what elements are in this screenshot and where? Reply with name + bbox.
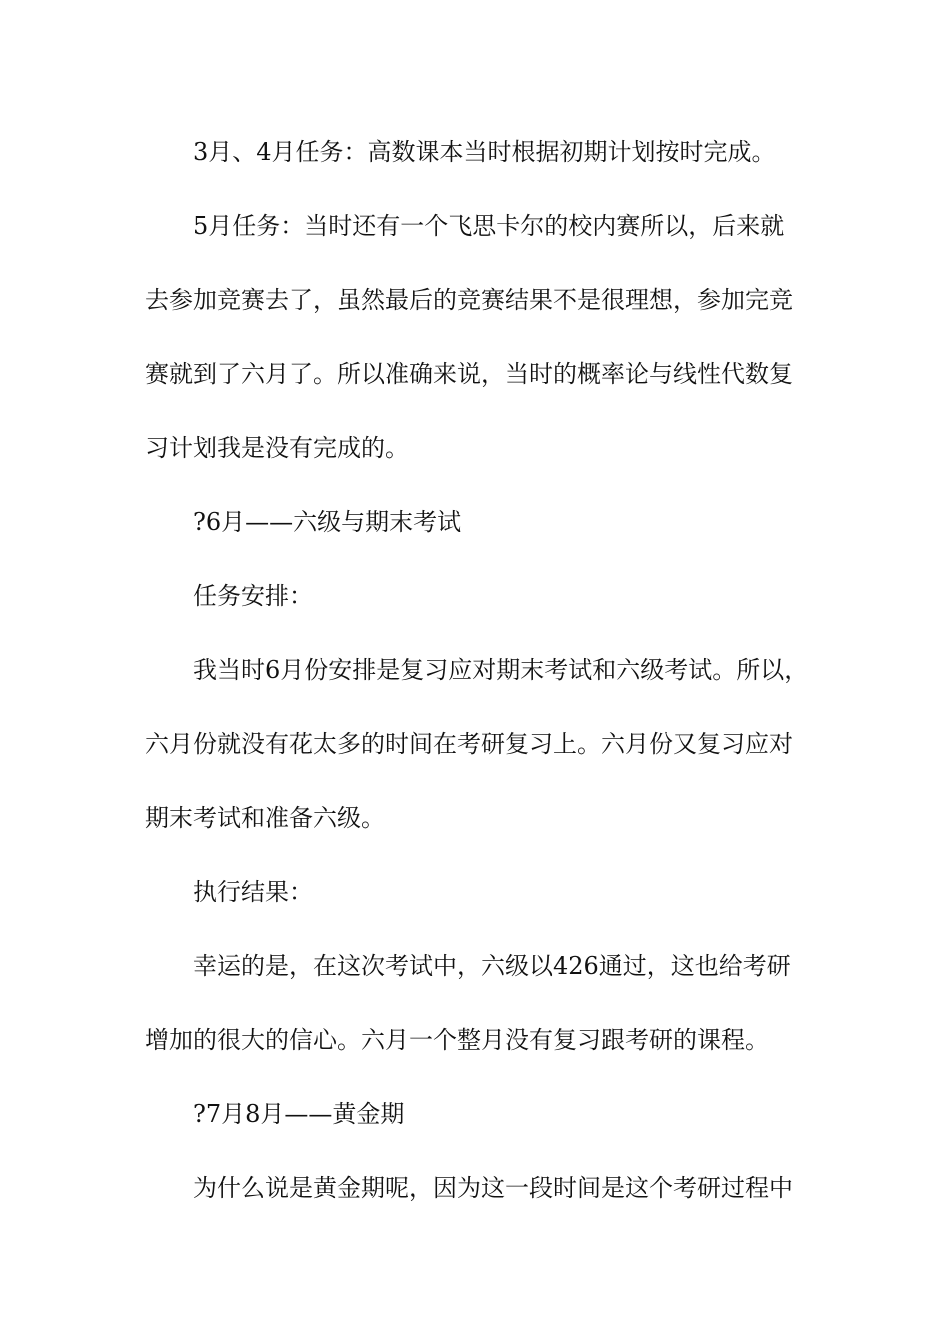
paragraph-result-line-1: 幸运的是，在这次考试中，六级以426通过，这也给考研: [193, 952, 791, 980]
paragraph-march-april-task: 3月、4月任务：高数课本当时根据初期计划按时完成。: [193, 138, 776, 166]
paragraph-may-task-line-4: 习计划我是没有完成的。: [145, 434, 409, 462]
paragraph-result-line-2: 增加的很大的信心。六月一个整月没有复习跟考研的课程。: [145, 1026, 769, 1054]
paragraph-june-plan-line-3: 期末考试和准备六级。: [145, 804, 385, 832]
paragraph-golden-period-line-1: 为什么说是黄金期呢，因为这一段时间是这个考研过程中: [193, 1174, 793, 1202]
section-heading-july-august: ?7月8月——黄金期: [193, 1100, 405, 1128]
paragraph-may-task-line-1: 5月任务：当时还有一个飞思卡尔的校内赛所以，后来就: [193, 212, 785, 240]
subheading-execution-result: 执行结果：: [193, 878, 313, 906]
paragraph-may-task-line-2: 去参加竞赛去了，虽然最后的竞赛结果不是很理想，参加完竞: [145, 286, 793, 314]
subheading-task-arrangement: 任务安排：: [193, 582, 313, 610]
paragraph-may-task-line-3: 赛就到了六月了。所以准确来说，当时的概率论与线性代数复: [145, 360, 793, 388]
paragraph-june-plan-line-2: 六月份就没有花太多的时间在考研复习上。六月份又复习应对: [145, 730, 793, 758]
paragraph-june-plan-line-1: 我当时6月份安排是复习应对期末考试和六级考试。所以，: [193, 656, 809, 684]
section-heading-june: ?6月——六级与期末考试: [193, 508, 462, 536]
